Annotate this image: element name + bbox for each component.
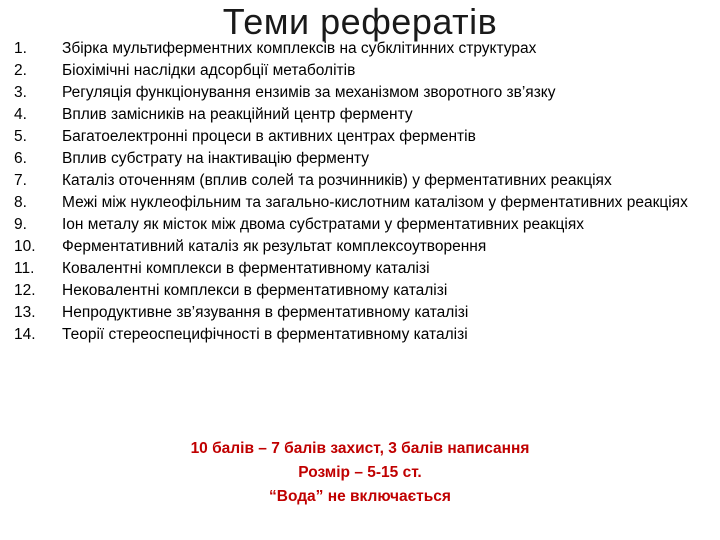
item-text: Каталіз оточенням (вплив солей та розчинників) у ферментативних реакціях — [62, 172, 612, 189]
item-text: Збірка мультиферментних комплексів на субклітинних структурах — [62, 40, 537, 57]
list-item — [14, 126, 704, 148]
item-number: 12. — [14, 282, 36, 299]
item-number: 13. — [14, 304, 36, 321]
size-requirement: Розмір – 5-15 ст. — [298, 464, 422, 481]
list-item — [14, 104, 704, 126]
item-number: 1. — [14, 40, 27, 57]
list-item — [14, 60, 704, 82]
list-item — [14, 170, 704, 192]
list-item — [14, 324, 704, 346]
list-item — [14, 38, 704, 60]
page-title: Теми рефератів — [222, 1, 498, 42]
item-number: 8. — [14, 194, 27, 211]
list-item — [14, 148, 704, 170]
item-number: 10. — [14, 238, 36, 255]
item-number: 4. — [14, 106, 27, 123]
item-text: Ферментативний каталіз як результат комплексоутворення — [62, 238, 487, 255]
grading-points: 10 балів – 7 балів захист, 3 балів написання — [190, 440, 530, 457]
list-item — [14, 236, 704, 258]
item-text: Теорії стереоспецифічності в ферментативному каталізі — [62, 326, 468, 343]
item-text: Вплив замісників на реакційний центр ферменту — [62, 106, 413, 123]
item-number: 14. — [14, 326, 36, 343]
list-item — [14, 302, 704, 324]
item-number: 9. — [14, 216, 27, 233]
item-number: 5. — [14, 128, 27, 145]
list-item — [14, 258, 704, 280]
item-text: Непродуктивне зв’язування в ферментативному каталізі — [62, 304, 469, 321]
list-item — [14, 280, 704, 302]
topic-list — [14, 38, 704, 346]
item-text: Іон металу як місток між двома субстратами у ферментативних реакціях — [62, 216, 585, 233]
item-text: Межі між нуклеофільним та загально-кислотним каталізом у ферментативних реакціях — [62, 194, 688, 211]
grading-note — [0, 437, 720, 509]
item-text: Біохімічні наслідки адсорбції метаболітів — [62, 62, 356, 79]
item-number: 7. — [14, 172, 27, 189]
filler-note: “Вода” не включається — [269, 488, 451, 505]
item-text: Багатоелектронні процеси в активних центрах ферментів — [62, 128, 476, 145]
list-item — [14, 192, 704, 214]
list-item — [14, 214, 704, 236]
item-text: Регуляція функціонування ензимів за механізмом зворотного зв’язку — [62, 84, 556, 101]
item-number: 6. — [14, 150, 27, 167]
item-number: 2. — [14, 62, 27, 79]
item-number: 11. — [14, 260, 35, 277]
item-text: Нековалентні комплекси в ферментативному каталізі — [62, 282, 448, 299]
item-text: Вплив субстрату на інактивацію ферменту — [62, 150, 370, 167]
item-number: 3. — [14, 84, 27, 101]
item-text: Ковалентні комплекси в ферментативному каталізі — [62, 260, 430, 277]
list-item — [14, 82, 704, 104]
